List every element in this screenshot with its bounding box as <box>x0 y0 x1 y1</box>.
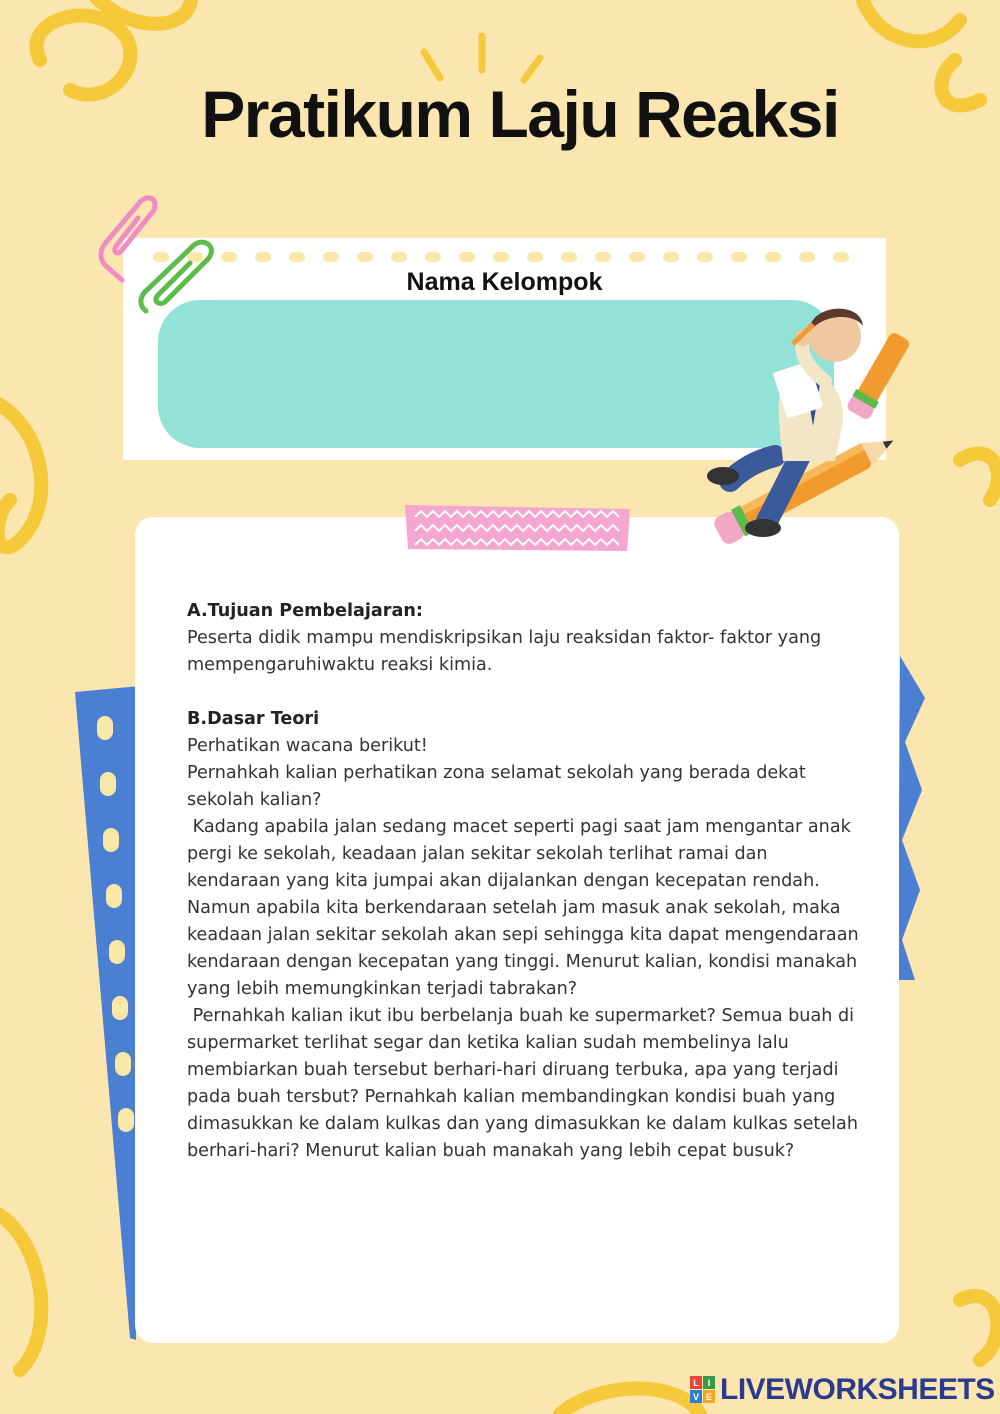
section-b-line: Pernahkah kalian perhatikan zona selamat sekolah yang berada dekat <box>187 763 806 783</box>
section-b-line: pada buah tersbut? Pernahkah kalian membandingkan kondisi buah yang <box>187 1087 836 1107</box>
name-label: Nama Kelompok <box>406 268 603 296</box>
svg-text:L: L <box>693 1378 699 1388</box>
section-a-line: Peserta didik mampu mendiskripsikan laju reaksidan faktor- faktor yang <box>187 628 822 648</box>
section-b-line: kendaraan yang kita jumpai akan dijalankan dengan kecepatan rendah. <box>187 871 820 891</box>
svg-text:V: V <box>692 1392 700 1402</box>
section-b-heading: B.Dasar Teori <box>187 709 320 729</box>
washi-tape-icon <box>405 503 630 553</box>
svg-text:I: I <box>707 1378 711 1388</box>
section-b-line: Kadang apabila jalan sedang macet seperti pagi saat jam mengantar anak <box>187 817 851 837</box>
section-b-line: berhari-hari? Menurut kalian buah manakah yang lebih cepat busuk? <box>187 1141 795 1161</box>
section-b-line: membiarkan buah tersebut berhari-hari diruang terbuka, apa yang terjadi <box>187 1060 839 1080</box>
liveworksheets-logo-icon <box>690 1376 716 1404</box>
section-b-line: dimasukkan ke dalam kulkas dan yang dimasukkan ke dalam kulkas setelah <box>187 1114 858 1134</box>
section-b-line: keadaan jalan sekitar sekolah akan sepi sehingga kita dapat mengendaraan <box>187 925 859 945</box>
dotted-border <box>153 250 873 264</box>
section-b-line: Perhatikan wacana berikut! <box>187 736 428 756</box>
liveworksheets-logo-text: LIVEWORKSHEETS <box>720 1373 995 1406</box>
section-b-line: sekolah kalian? <box>187 790 322 810</box>
character-on-pencil-illustration <box>705 296 915 546</box>
section-b-line: pergi ke sekolah, keadaan jalan sekitar sekolah terlihat ramai dan <box>187 844 768 864</box>
section-b-line: yang lebih memungkinkan terjadi tabrakan? <box>187 979 578 999</box>
liveworksheets-logo <box>690 1373 995 1407</box>
content-text <box>187 598 877 1165</box>
section-a-line: mempengaruhiwaktu reaksi kimia. <box>187 655 493 675</box>
section-b-line: Namun apabila kita berkendaraan setelah jam masuk anak sekolah, maka <box>187 898 841 918</box>
section-b-line: Pernahkah kalian ikut ibu berbelanja buah ke supermarket? Semua buah di <box>187 1006 855 1026</box>
paperclip-green-icon <box>132 235 222 325</box>
svg-text:E: E <box>705 1392 713 1402</box>
section-b-line: supermarket terlihat segar dan ketika kalian sudah membelinya lalu <box>187 1033 789 1053</box>
section-a-heading: A.Tujuan Pembelajaran: <box>187 601 423 621</box>
page-title: Pratikum Laju Reaksi <box>201 77 839 151</box>
section-b-line: kendaraan dengan kecepatan yang tinggi. Menurut kalian, kondisi manakah <box>187 952 858 972</box>
